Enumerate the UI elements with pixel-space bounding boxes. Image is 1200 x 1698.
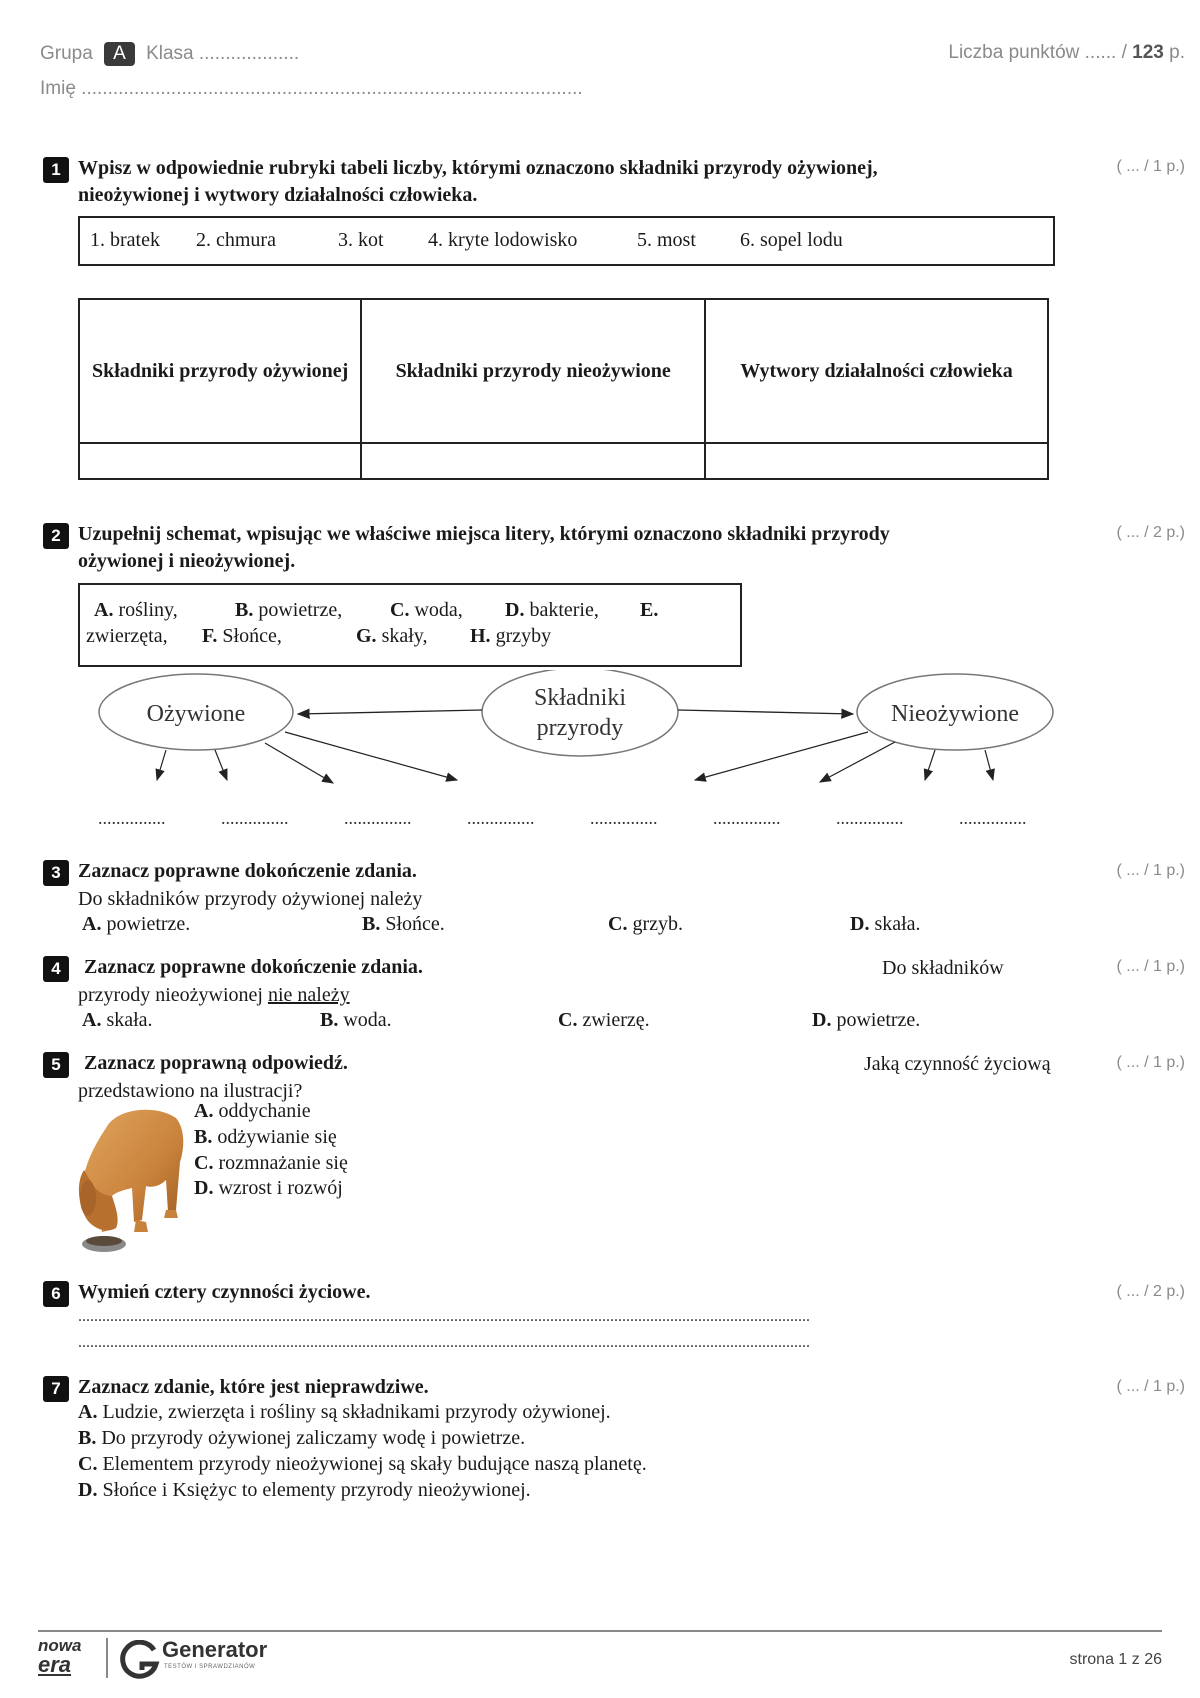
- diagram-blank-2[interactable]: ...............: [221, 808, 289, 828]
- question-6-number: 6: [43, 1281, 69, 1307]
- question-4-points: ( ... / 1 p.): [1116, 958, 1185, 975]
- nowa-era-logo: nowa era: [38, 1636, 82, 1677]
- q7-option-b[interactable]: B. Do przyrody ożywionej zaliczamy wodę i powietrze.: [78, 1427, 526, 1449]
- classification-table: [78, 298, 1049, 480]
- q2-option-e-text: zwierzęta,: [86, 625, 168, 647]
- question-3-text: Do składników przyrody ożywionej należy: [78, 888, 423, 910]
- q4-option-b[interactable]: B. woda.: [320, 1009, 392, 1031]
- question-4-text-part1: Do składników: [882, 957, 1004, 979]
- question-3-title: Zaznacz poprawne dokończenie zdania.: [78, 860, 417, 882]
- q7-option-d[interactable]: D. Słońce i Księżyc to elementy przyrody nieożywionej.: [78, 1479, 531, 1501]
- logo-separator: [106, 1638, 108, 1678]
- q2-option-g: G. skały,: [356, 625, 428, 647]
- answer-line-1[interactable]: .......................................................................................................................................................................................: [78, 1308, 810, 1325]
- question-5-text-part1: Jaką czynność życiową: [864, 1053, 1051, 1075]
- question-1-title: [78, 155, 998, 209]
- group-badge: A: [104, 42, 135, 66]
- arrow-living-1: [157, 750, 166, 780]
- question-6-title: Wymień cztery czynności życiowe.: [78, 1281, 371, 1303]
- dog-eating-image: [76, 1100, 188, 1258]
- name-field: Imię ...............................................................................................: [40, 78, 583, 99]
- question-1-items-box: [78, 216, 1055, 266]
- column-header-human-products: Wytwory działalności człowieka: [705, 299, 1048, 443]
- question-7-number: 7: [43, 1376, 69, 1402]
- arrow-nonliving-1: [695, 732, 868, 780]
- question-2-title-line2: ożywionej i nieożywionej.: [78, 550, 296, 572]
- question-5-title: Zaznacz poprawną odpowiedź.: [84, 1052, 348, 1074]
- points-unit: p.: [1169, 42, 1185, 63]
- generator-logo-tagline: TESTÓW I SPRAWDZIANÓW: [164, 1664, 256, 1670]
- column-header-nonliving: Składniki przyrody nieożywione: [361, 299, 705, 443]
- arrow-nonliving-2: [820, 742, 895, 782]
- question-5-text-part2: przedstawiono na ilustracji?: [78, 1080, 303, 1102]
- question-2-number: 2: [43, 523, 69, 549]
- question-1-title-line1: Wpisz w odpowiednie rubryki tabeli liczby, którymi oznaczono składniki przyrody ożywionej,: [78, 157, 878, 179]
- footer-divider: [38, 1630, 1162, 1632]
- question-1-number: 1: [43, 157, 69, 183]
- q7-option-c[interactable]: C. Elementem przyrody nieożywionej są skały budujące naszą planetę.: [78, 1453, 647, 1475]
- q5-option-d[interactable]: D. wzrost i rozwój: [194, 1177, 343, 1199]
- diagram-blank-5[interactable]: ...............: [590, 808, 658, 828]
- question-5-number: 5: [43, 1052, 69, 1078]
- node-nature-ellipse: [482, 670, 678, 756]
- arrow-to-nonliving: [678, 710, 853, 714]
- page-number: strona 1 z 26: [1069, 1651, 1162, 1668]
- q4-option-a[interactable]: A. skała.: [82, 1009, 153, 1031]
- item-1: 1. bratek: [90, 229, 160, 251]
- question-2-title: [78, 521, 1018, 575]
- item-2: 2. chmura: [196, 229, 276, 251]
- arrow-living-4: [285, 732, 457, 780]
- group-field: [40, 42, 299, 66]
- q2-option-a: A. rośliny,: [94, 599, 178, 621]
- q2-option-b: B. powietrze,: [235, 599, 343, 621]
- diagram-blank-3[interactable]: ...............: [344, 808, 412, 828]
- q3-option-b[interactable]: B. Słońce.: [362, 913, 445, 935]
- group-label: Grupa: [40, 43, 93, 64]
- question-4-underlined: nie należy: [267, 984, 350, 1006]
- node-nature-label-2: przyrody: [536, 715, 624, 741]
- question-4-title: Zaznacz poprawne dokończenie zdania.: [84, 956, 423, 978]
- q5-option-c[interactable]: C. rozmnażanie się: [194, 1152, 348, 1174]
- diagram-blank-6[interactable]: ...............: [713, 808, 781, 828]
- answer-cell-human-products[interactable]: [705, 443, 1048, 479]
- answer-cell-living[interactable]: [79, 443, 361, 479]
- generator-logo-text: Generator: [162, 1637, 268, 1662]
- item-3: 3. kot: [338, 229, 384, 251]
- item-4: 4. kryte lodowisko: [428, 229, 578, 251]
- question-5-points: ( ... / 1 p.): [1116, 1054, 1185, 1071]
- q3-option-a[interactable]: A. powietrze.: [82, 913, 191, 935]
- generator-logo-icon: [120, 1640, 160, 1680]
- question-7-title: Zaznacz zdanie, które jest nieprawdziwe.: [78, 1376, 429, 1398]
- answer-cell-nonliving[interactable]: [361, 443, 705, 479]
- q3-option-d[interactable]: D. skała.: [850, 913, 921, 935]
- answer-line-2[interactable]: .......................................................................................................................................................................................: [78, 1334, 810, 1351]
- q3-option-c[interactable]: C. grzyb.: [608, 913, 683, 935]
- diagram-blank-8[interactable]: ...............: [959, 808, 1027, 828]
- question-2-points: ( ... / 2 p.): [1116, 524, 1185, 541]
- q7-option-a[interactable]: A. Ludzie, zwierzęta i rośliny są składnikami przyrody ożywionej.: [78, 1401, 611, 1423]
- node-living-label: Ożywione: [146, 701, 246, 727]
- question-4-text-part2: przyrody nieożywionej nie należy: [78, 984, 350, 1006]
- q2-option-h: H. grzyby: [470, 625, 552, 647]
- arrow-living-3: [265, 743, 333, 783]
- question-6-points: ( ... / 2 p.): [1116, 1283, 1185, 1300]
- q4-option-d[interactable]: D. powietrze.: [812, 1009, 921, 1031]
- item-6: 6. sopel lodu: [740, 229, 843, 251]
- question-7-points: ( ... / 1 p.): [1116, 1378, 1185, 1395]
- q5-option-b[interactable]: B. odżywianie się: [194, 1126, 337, 1148]
- question-3-points: ( ... / 1 p.): [1116, 862, 1185, 879]
- arrow-nonliving-4: [985, 750, 993, 780]
- q2-option-c: C. woda,: [390, 599, 463, 621]
- node-nonliving-label: Nieożywione: [891, 701, 1019, 727]
- question-1-points: ( ... / 1 p.): [1116, 158, 1185, 175]
- points-label: Liczba punktów ...... /: [948, 42, 1127, 63]
- q5-option-a[interactable]: A. oddychanie: [194, 1100, 311, 1122]
- arrow-nonliving-3: [925, 750, 935, 780]
- question-2-options-box: [78, 583, 742, 667]
- diagram-blank-7[interactable]: ...............: [836, 808, 904, 828]
- points-summary: [948, 42, 1185, 64]
- q2-option-d: D. bakterie,: [505, 599, 599, 621]
- q2-option-e: E.: [640, 599, 659, 621]
- arrow-living-2: [215, 750, 227, 780]
- q4-option-c[interactable]: C. zwierzę.: [558, 1009, 650, 1031]
- class-field: Klasa ...................: [146, 43, 300, 64]
- q2-option-f: F. Słońce,: [202, 625, 282, 647]
- nature-diagram: [0, 670, 1200, 800]
- diagram-blank-1[interactable]: ...............: [98, 808, 166, 828]
- column-header-living: Składniki przyrody ożywionej: [79, 299, 361, 443]
- diagram-blank-4[interactable]: ...............: [467, 808, 535, 828]
- question-4-number: 4: [43, 956, 69, 982]
- arrow-to-living: [298, 710, 482, 714]
- question-1-title-line2: nieożywionej i wytwory działalności człowieka.: [78, 184, 478, 206]
- node-nature-label-1: Składniki: [533, 685, 627, 711]
- question-2-title-line1: Uzupełnij schemat, wpisując we właściwe miejsca litery, którymi oznaczono składniki przyrody: [78, 523, 890, 545]
- item-5: 5. most: [637, 229, 696, 251]
- question-3-number: 3: [43, 860, 69, 886]
- points-total: 123: [1132, 42, 1164, 63]
